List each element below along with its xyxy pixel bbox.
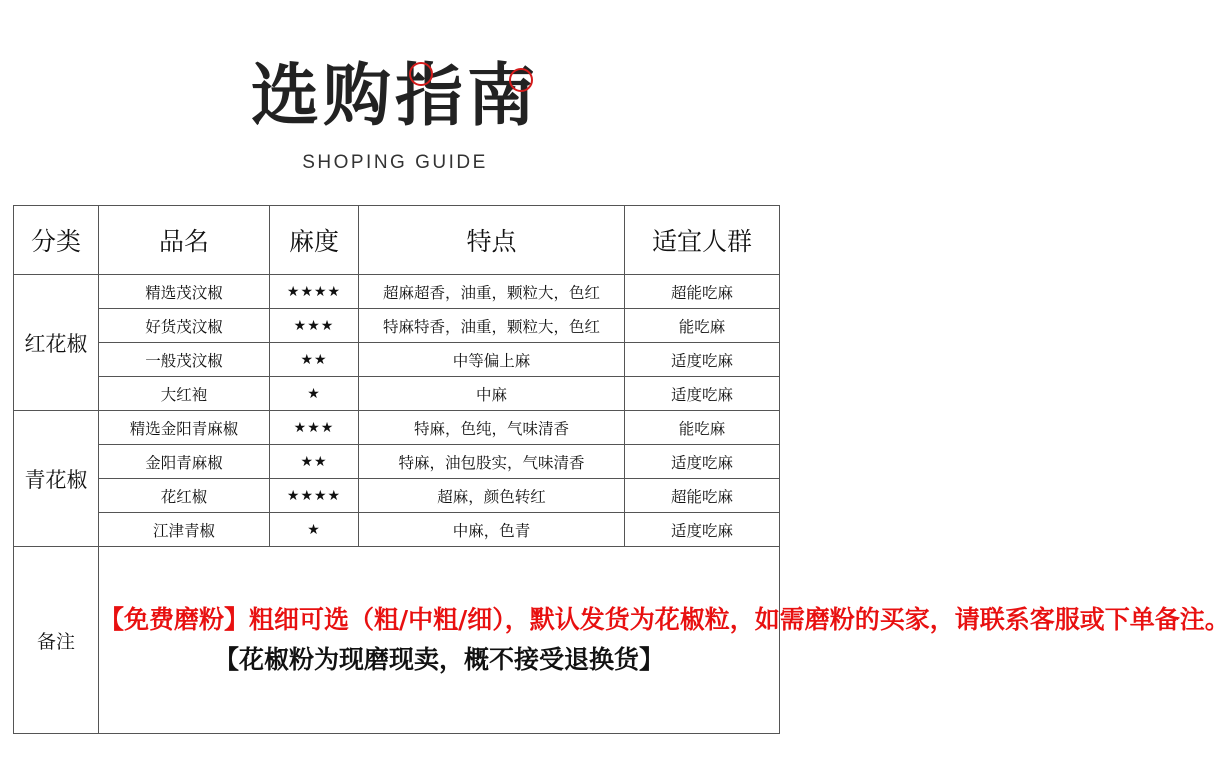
spice-stars: ★ — [270, 377, 359, 411]
table-row — [14, 377, 780, 411]
product-name: 精选金阳青麻椒 — [99, 411, 270, 445]
product-name: 金阳青麻椒 — [99, 445, 270, 479]
product-audience: 适度吃麻 — [625, 445, 780, 479]
product-audience: 适度吃麻 — [625, 513, 780, 547]
table-row — [14, 479, 780, 513]
note-no-return-text: 【花椒粉为现磨现卖，概不接受退换货】 — [213, 645, 664, 674]
product-audience: 适度吃麻 — [625, 377, 780, 411]
product-feature: 超麻，颜色转红 — [359, 479, 625, 513]
product-feature: 超麻超香，油重，颗粒大，色红 — [359, 275, 625, 309]
product-name: 一般茂汶椒 — [99, 343, 270, 377]
category-red-pepper: 红花椒 — [14, 275, 99, 411]
table-row — [14, 343, 780, 377]
product-feature: 中等偏上麻 — [359, 343, 625, 377]
spice-stars: ★★★ — [270, 309, 359, 343]
spice-stars: ★★ — [270, 343, 359, 377]
header-audience: 适宜人群 — [625, 206, 780, 275]
spice-stars: ★★★★ — [270, 479, 359, 513]
header-product-name: 品名 — [99, 206, 270, 275]
category-green-pepper: 青花椒 — [14, 411, 99, 547]
header-spiciness: 麻度 — [270, 206, 359, 275]
product-name: 精选茂汶椒 — [99, 275, 270, 309]
product-feature: 中麻 — [359, 377, 625, 411]
page-subtitle: SHOPING GUIDE — [302, 152, 488, 173]
page-title — [251, 52, 539, 142]
product-name: 江津青椒 — [99, 513, 270, 547]
spice-stars: ★ — [270, 513, 359, 547]
spice-stars: ★★★ — [270, 411, 359, 445]
product-name: 大红袍 — [99, 377, 270, 411]
table-row — [14, 513, 780, 547]
table-row — [14, 309, 780, 343]
product-name: 好货茂汶椒 — [99, 309, 270, 343]
note-label: 备注 — [14, 547, 99, 734]
title-area — [0, 52, 790, 142]
product-audience: 适度吃麻 — [625, 343, 780, 377]
product-feature: 特麻，油包股实，气味清香 — [359, 445, 625, 479]
note-row — [14, 547, 780, 734]
table-row — [14, 275, 780, 309]
product-feature: 特麻，色纯，气味清香 — [359, 411, 625, 445]
decorative-circle-left — [409, 62, 433, 86]
note-grinding-text: 【免费磨粉】粗细可选（粗/中粗/细），默认发货为花椒粒，如需磨粉的买家，请联系客服或下单备注。 — [99, 605, 1230, 634]
guide-table — [13, 205, 1230, 734]
spice-stars: ★★ — [270, 445, 359, 479]
decorative-circle-right — [509, 68, 533, 92]
product-feature: 中麻，色青 — [359, 513, 625, 547]
spice-stars: ★★★★ — [270, 275, 359, 309]
product-feature: 特麻特香，油重，颗粒大，色红 — [359, 309, 625, 343]
page-title-text: 选购指南 — [250, 57, 539, 136]
header-category: 分类 — [14, 206, 99, 275]
product-audience: 超能吃麻 — [625, 479, 780, 513]
header-features: 特点 — [359, 206, 625, 275]
product-name: 花红椒 — [99, 479, 270, 513]
note-content — [99, 547, 1230, 734]
table-row — [14, 445, 780, 479]
product-audience: 能吃麻 — [625, 309, 780, 343]
product-audience: 能吃麻 — [625, 411, 780, 445]
product-audience: 超能吃麻 — [625, 275, 780, 309]
table-row — [14, 411, 780, 445]
header-row — [14, 206, 780, 275]
